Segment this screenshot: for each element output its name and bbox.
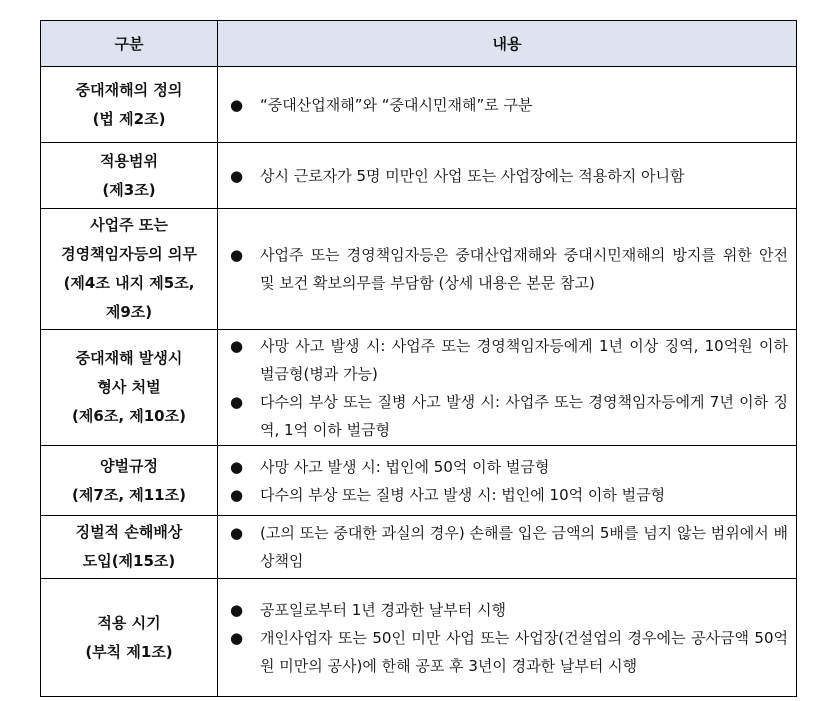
bullet-icon: ● [230,457,244,476]
row-category [41,67,218,143]
table-row [41,67,797,143]
bullet-icon: ● [230,392,244,411]
law-summary-table [40,20,797,697]
table-row [41,209,797,330]
table-row [41,143,797,209]
category-line: (제6조, 제10조) [72,407,186,425]
bullet-list [228,453,788,509]
row-category [41,209,218,330]
list-item [228,624,788,680]
item-text: 상시 근로자가 5명 미만인 사업 또는 사업장에는 적용하지 아니함 [260,166,685,185]
bullet-list [228,91,788,119]
category-line: 경영책임자등의 의무 [61,245,197,263]
row-category [41,579,218,697]
item-text: 개인사업자 또는 50인 미만 사업 또는 사업장(건설업의 경우에는 공사금액 50억원 미만의 공사)에 한해 공포 후 3년이 경과한 날부터 시행 [260,628,788,675]
table-row [41,579,797,697]
list-item [228,241,788,297]
category-line: 제9조) [105,303,153,321]
item-text: 공포일로부터 1년 경과한 날부터 시행 [260,600,506,619]
category-line: (법 제2조) [92,109,166,128]
item-text: (고의 또는 중대한 과실의 경우) 손해를 입은 금액의 5배를 넘지 않는 범위에서 배상책임 [260,524,788,570]
header-content: 내용 [218,21,797,67]
bullet-icon: ● [230,246,244,264]
row-content [218,67,797,143]
row-category [41,330,218,446]
bullet-icon: ● [230,600,244,619]
list-item [228,91,788,119]
category-line: 중대재해 발생시 [75,349,183,367]
bullet-icon: ● [230,166,244,185]
category-line: (제7조, 제11조) [72,485,186,504]
table-row [41,330,797,446]
table-body [41,67,797,697]
list-item [228,596,788,624]
law-summary-table-container [40,20,796,697]
bullet-list [228,162,788,190]
row-content [218,330,797,446]
header-row [41,21,797,67]
bullet-list [228,596,788,680]
list-item [228,388,788,444]
bullet-list [228,332,788,444]
category-line: 형사 처벌 [97,378,161,396]
item-text: 사망 사고 발생 시: 법인에 50억 이하 벌금형 [260,457,550,476]
item-text: 사업주 또는 경영책임자등은 중대산업재해와 중대시민재해의 방지를 위한 안전 및 보건 확보의무를 부담함 (상세 내용은 본문 참고) [260,246,788,292]
bullet-list [228,241,788,297]
category-line: 징벌적 손해배상 [75,523,183,541]
row-content [218,516,797,579]
category-line: (부칙 제1조) [85,642,173,661]
table-row [41,516,797,579]
row-content [218,579,797,697]
category-line: 적용 시기 [97,613,161,632]
category-line: (제3조) [102,180,156,199]
bullet-icon: ● [230,95,244,114]
category-line: 도입(제15조) [82,552,176,570]
row-category [41,143,218,209]
bullet-icon: ● [230,628,244,647]
row-content [218,143,797,209]
category-line: 양벌규정 [100,456,158,475]
row-content [218,446,797,516]
bullet-list [228,519,788,575]
list-item [228,162,788,190]
category-line: (제4조 내지 제5조, [63,274,195,292]
list-item [228,481,788,509]
row-category [41,516,218,579]
list-item [228,519,788,575]
list-item [228,453,788,481]
category-line: 사업주 또는 [90,216,168,234]
row-content [218,209,797,330]
category-line: 적용범위 [100,151,158,170]
category-line: 중대재해의 정의 [75,80,183,99]
item-text: 다수의 부상 또는 질병 사고 발생 시: 사업주 또는 경영책임자등에게 7년 이하 징역, 1억 이하 벌금형 [260,392,788,439]
header-category: 구분 [41,21,218,67]
item-text: 사망 사고 발생 시: 사업주 또는 경영책임자등에게 1년 이상 징역, 10억원 이하 벌금형(병과 가능) [260,336,788,383]
item-text: 다수의 부상 또는 질병 사고 발생 시: 법인에 10억 이하 벌금형 [260,485,666,504]
row-category [41,446,218,516]
list-item [228,332,788,388]
bullet-icon: ● [230,524,244,542]
item-text: “중대산업재해”와 “중대시민재해”로 구분 [260,95,533,114]
bullet-icon: ● [230,336,244,355]
table-row [41,446,797,516]
bullet-icon: ● [230,485,244,504]
